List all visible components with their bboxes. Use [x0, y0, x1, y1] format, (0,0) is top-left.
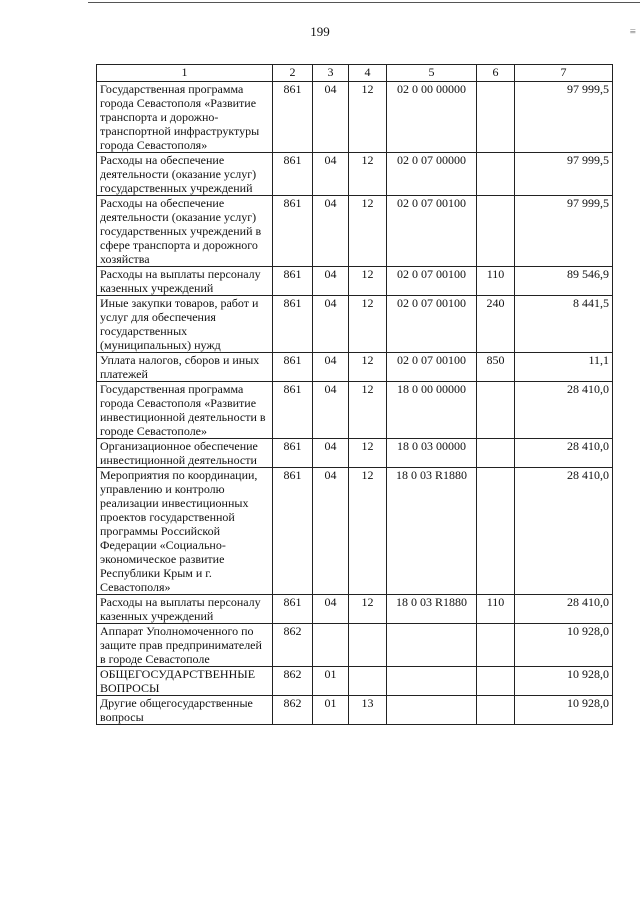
row-expense-type-cell	[477, 667, 515, 696]
table-row	[97, 468, 613, 595]
table-row	[97, 667, 613, 696]
row-section-cell: 04	[313, 267, 349, 296]
row-section-cell: 04	[313, 595, 349, 624]
row-target-article-cell: 02 0 07 00100	[387, 296, 477, 353]
row-subsection-cell: 12	[349, 595, 387, 624]
header-col-1: 1	[97, 65, 273, 82]
row-ved-cell: 861	[273, 439, 313, 468]
table-row	[97, 82, 613, 153]
row-ved-cell: 861	[273, 296, 313, 353]
row-ved-cell: 861	[273, 353, 313, 382]
header-col-3: 3	[313, 65, 349, 82]
row-amount-cell: 10 928,0	[515, 624, 613, 667]
table-row	[97, 595, 613, 624]
row-subsection-cell: 12	[349, 382, 387, 439]
row-name-cell: Расходы на выплаты персоналу казенных учреждений	[97, 267, 273, 296]
table-row	[97, 267, 613, 296]
table-header-row	[97, 65, 613, 82]
row-name-cell: Государственная программа города Севастополя «Развитие транспорта и дорожно-транспортной инфраструктуры города Севастополя»	[97, 82, 273, 153]
row-ved-cell: 861	[273, 82, 313, 153]
row-name-cell: Аппарат Уполномоченного по защите прав предпринимателей в городе Севастополе	[97, 624, 273, 667]
row-subsection-cell: 12	[349, 153, 387, 196]
row-ved-cell: 861	[273, 595, 313, 624]
row-subsection-cell: 12	[349, 267, 387, 296]
row-subsection-cell	[349, 624, 387, 667]
row-ved-cell: 861	[273, 153, 313, 196]
row-expense-type-cell	[477, 468, 515, 595]
row-ved-cell: 861	[273, 267, 313, 296]
row-expense-type-cell	[477, 153, 515, 196]
table-row	[97, 153, 613, 196]
row-target-article-cell	[387, 624, 477, 667]
row-subsection-cell: 12	[349, 468, 387, 595]
row-ved-cell: 862	[273, 696, 313, 725]
row-expense-type-cell	[477, 696, 515, 725]
row-expense-type-cell: 110	[477, 595, 515, 624]
row-ved-cell: 862	[273, 624, 313, 667]
row-name-cell: Уплата налогов, сборов и иных платежей	[97, 353, 273, 382]
row-ved-cell: 862	[273, 667, 313, 696]
row-section-cell: 04	[313, 196, 349, 267]
table-row	[97, 439, 613, 468]
row-amount-cell: 97 999,5	[515, 153, 613, 196]
row-expense-type-cell	[477, 624, 515, 667]
row-name-cell: Государственная программа города Севастополя «Развитие инвестиционной деятельности в городе Севастополе»	[97, 382, 273, 439]
row-section-cell: 04	[313, 153, 349, 196]
row-target-article-cell: 18 0 03 R1880	[387, 595, 477, 624]
table-row	[97, 696, 613, 725]
row-section-cell: 04	[313, 296, 349, 353]
row-amount-cell: 11,1	[515, 353, 613, 382]
row-name-cell: Расходы на выплаты персоналу казенных учреждений	[97, 595, 273, 624]
row-section-cell: 04	[313, 468, 349, 595]
row-amount-cell: 89 546,9	[515, 267, 613, 296]
row-section-cell: 01	[313, 667, 349, 696]
page-number: 199	[310, 24, 330, 39]
row-target-article-cell: 02 0 00 00000	[387, 82, 477, 153]
budget-table	[96, 64, 613, 725]
row-subsection-cell: 13	[349, 696, 387, 725]
row-expense-type-cell	[477, 439, 515, 468]
row-ved-cell: 861	[273, 382, 313, 439]
row-target-article-cell: 18 0 03 R1880	[387, 468, 477, 595]
row-name-cell: ОБЩЕГОСУДАРСТВЕННЫЕ ВОПРОСЫ	[97, 667, 273, 696]
header-col-7: 7	[515, 65, 613, 82]
row-section-cell: 01	[313, 696, 349, 725]
row-amount-cell: 10 928,0	[515, 696, 613, 725]
row-subsection-cell: 12	[349, 196, 387, 267]
row-amount-cell: 28 410,0	[515, 595, 613, 624]
header-col-4: 4	[349, 65, 387, 82]
row-section-cell: 04	[313, 382, 349, 439]
row-target-article-cell: 18 0 00 00000	[387, 382, 477, 439]
row-expense-type-cell: 240	[477, 296, 515, 353]
row-amount-cell: 8 441,5	[515, 296, 613, 353]
row-target-article-cell: 02 0 07 00100	[387, 267, 477, 296]
row-target-article-cell: 02 0 07 00000	[387, 153, 477, 196]
row-section-cell	[313, 624, 349, 667]
row-expense-type-cell	[477, 196, 515, 267]
row-name-cell: Иные закупки товаров, работ и услуг для обеспечения государственных (муниципальных) нужд	[97, 296, 273, 353]
row-amount-cell: 10 928,0	[515, 667, 613, 696]
header-col-5: 5	[387, 65, 477, 82]
row-subsection-cell: 12	[349, 82, 387, 153]
row-subsection-cell: 12	[349, 353, 387, 382]
table-row	[97, 196, 613, 267]
scan-margin-mark: ≡	[629, 26, 636, 38]
row-subsection-cell: 12	[349, 439, 387, 468]
row-amount-cell: 97 999,5	[515, 196, 613, 267]
table-row	[97, 353, 613, 382]
table-row	[97, 624, 613, 667]
row-name-cell: Расходы на обеспечение деятельности (оказание услуг) государственных учреждений в сфере транспорта и дорожного хозяйства	[97, 196, 273, 267]
row-expense-type-cell: 850	[477, 353, 515, 382]
row-expense-type-cell	[477, 82, 515, 153]
table-row	[97, 382, 613, 439]
row-ved-cell: 861	[273, 196, 313, 267]
row-subsection-cell: 12	[349, 296, 387, 353]
row-target-article-cell: 02 0 07 00100	[387, 353, 477, 382]
row-section-cell: 04	[313, 353, 349, 382]
row-target-article-cell: 02 0 07 00100	[387, 196, 477, 267]
row-target-article-cell	[387, 696, 477, 725]
row-target-article-cell: 18 0 03 00000	[387, 439, 477, 468]
row-name-cell: Мероприятия по координации, управлению и контролю реализации инвестиционных проектов государственной программы Российской Федерации «Социально-экономическое развитие Республики Крым и г. Севастополя»	[97, 468, 273, 595]
row-ved-cell: 861	[273, 468, 313, 595]
header-col-2: 2	[273, 65, 313, 82]
row-section-cell: 04	[313, 439, 349, 468]
header-col-6: 6	[477, 65, 515, 82]
row-expense-type-cell: 110	[477, 267, 515, 296]
row-name-cell: Другие общегосударственные вопросы	[97, 696, 273, 725]
row-amount-cell: 28 410,0	[515, 382, 613, 439]
scan-edge-line	[88, 2, 640, 3]
row-subsection-cell	[349, 667, 387, 696]
row-name-cell: Организационное обеспечение инвестиционной деятельности	[97, 439, 273, 468]
row-target-article-cell	[387, 667, 477, 696]
table-row	[97, 296, 613, 353]
row-amount-cell: 97 999,5	[515, 82, 613, 153]
row-name-cell: Расходы на обеспечение деятельности (оказание услуг) государственных учреждений	[97, 153, 273, 196]
row-section-cell: 04	[313, 82, 349, 153]
row-amount-cell: 28 410,0	[515, 468, 613, 595]
row-amount-cell: 28 410,0	[515, 439, 613, 468]
row-expense-type-cell	[477, 382, 515, 439]
